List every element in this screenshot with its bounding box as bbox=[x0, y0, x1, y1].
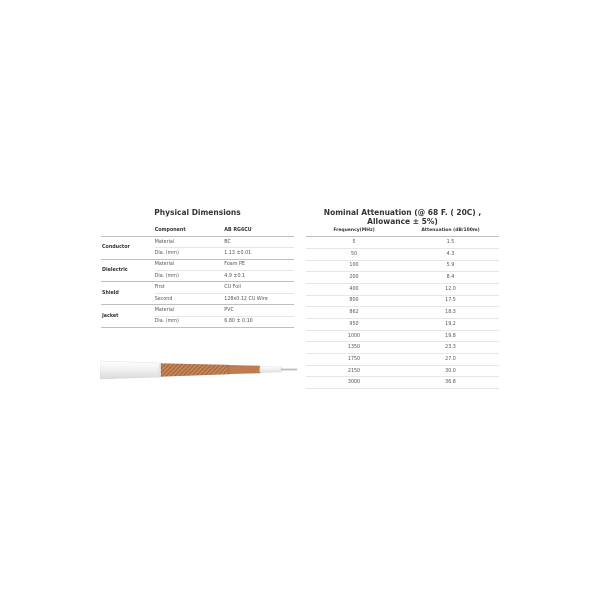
component-cell: Material bbox=[154, 307, 175, 313]
physical-dimensions-panel bbox=[101, 208, 294, 333]
value-cell: 128x0.12 CU Wire bbox=[224, 296, 268, 302]
frequency-cell: 100 bbox=[349, 263, 359, 269]
table-row bbox=[101, 305, 294, 316]
table-row bbox=[101, 236, 294, 247]
attenuation-cell: 8.4 bbox=[446, 275, 455, 281]
attenuation-title: Nominal Attenuation (@ 68 F. ( 20C) , Allowance ± 5%) bbox=[323, 208, 482, 226]
frequency-cell: 1000 bbox=[347, 333, 361, 339]
header-cell-component: Component bbox=[154, 227, 186, 233]
table-row bbox=[306, 260, 499, 272]
attenuation-cell: 17.5 bbox=[445, 298, 456, 304]
table-row bbox=[101, 259, 294, 270]
header-cell-model: AB RG6CU bbox=[224, 227, 252, 233]
header-cell bbox=[101, 225, 155, 236]
table-row bbox=[306, 283, 499, 295]
table-row bbox=[306, 272, 499, 284]
attenuation-cell: 27.0 bbox=[445, 356, 456, 362]
component-cell: Material bbox=[154, 262, 175, 268]
attenuation-cell: 23.3 bbox=[445, 345, 456, 351]
table-row bbox=[306, 365, 499, 377]
table-row bbox=[306, 237, 499, 249]
attenuation-table bbox=[306, 225, 499, 389]
attenuation-panel bbox=[306, 208, 499, 388]
group-label-shield: Shield bbox=[102, 290, 119, 296]
table-header-row bbox=[306, 225, 499, 237]
attenuation-cell: 12.0 bbox=[445, 286, 456, 292]
physical-dimensions-title: Physical Dimensions bbox=[154, 208, 241, 217]
coax-cable-illustration bbox=[100, 352, 300, 386]
table-row bbox=[306, 319, 499, 331]
frequency-cell: 1750 bbox=[347, 356, 361, 362]
table-row bbox=[306, 354, 499, 366]
frequency-cell: 800 bbox=[349, 298, 359, 304]
value-cell: PVC bbox=[224, 307, 234, 313]
cable-braid bbox=[161, 364, 230, 377]
frequency-cell: 50 bbox=[350, 251, 358, 257]
frequency-cell: 400 bbox=[349, 286, 359, 292]
value-cell: BC bbox=[224, 239, 231, 245]
header-cell-attenuation: Attenuation (dB/100m) bbox=[421, 228, 480, 234]
frequency-cell: 3000 bbox=[347, 380, 361, 386]
table-row bbox=[101, 282, 294, 293]
frequency-cell: 1350 bbox=[347, 345, 361, 351]
attenuation-cell: 19.2 bbox=[445, 321, 456, 327]
component-cell: Second bbox=[154, 296, 173, 302]
attenuation-cell: 1.5 bbox=[446, 240, 455, 246]
table-row bbox=[306, 307, 499, 319]
cable-conductor bbox=[281, 369, 297, 370]
frequency-cell: 950 bbox=[349, 321, 359, 327]
frequency-cell: 862 bbox=[349, 310, 359, 316]
frequency-cell: 200 bbox=[349, 275, 359, 281]
group-label-jacket: Jacket bbox=[102, 313, 119, 319]
cable-dielectric bbox=[260, 366, 282, 372]
value-cell: Foam PE bbox=[224, 262, 245, 268]
cable-foil bbox=[229, 365, 261, 374]
table-header-row bbox=[101, 225, 294, 236]
table-row bbox=[306, 295, 499, 307]
table-row bbox=[306, 330, 499, 342]
value-cell: 6.80 ± 0.10 bbox=[224, 319, 253, 325]
attenuation-cell: 18.3 bbox=[445, 310, 456, 316]
value-cell: 1.13 ±0.01 bbox=[224, 250, 252, 256]
cable-jacket bbox=[100, 361, 162, 379]
attenuation-cell: 4.3 bbox=[446, 251, 455, 257]
attenuation-table-body bbox=[306, 237, 499, 389]
table-row bbox=[306, 377, 499, 389]
frequency-cell: 2150 bbox=[347, 368, 361, 374]
component-cell: First bbox=[154, 285, 165, 291]
value-cell: CU Foil bbox=[224, 285, 241, 291]
value-cell: 4.9 ±0.1 bbox=[224, 273, 246, 279]
table-row bbox=[306, 342, 499, 354]
group-label-conductor: Conductor bbox=[102, 245, 130, 251]
frequency-cell: 5 bbox=[352, 240, 356, 246]
table-row bbox=[306, 248, 499, 260]
component-cell: Dia. (mm) bbox=[154, 250, 179, 256]
header-cell-frequency: Frequency(MHz) bbox=[333, 228, 375, 234]
attenuation-cell: 5.9 bbox=[446, 263, 455, 269]
group-label-dielectric: Dielectric bbox=[102, 268, 128, 274]
attenuation-cell: 19.8 bbox=[445, 333, 456, 339]
attenuation-cell: 30.0 bbox=[445, 368, 456, 374]
component-cell: Dia. (mm) bbox=[154, 319, 179, 325]
component-cell: Material bbox=[154, 239, 175, 245]
component-cell: Dia. (mm) bbox=[154, 273, 179, 279]
physical-dimensions-table bbox=[101, 225, 294, 328]
attenuation-cell: 36.8 bbox=[445, 380, 456, 386]
